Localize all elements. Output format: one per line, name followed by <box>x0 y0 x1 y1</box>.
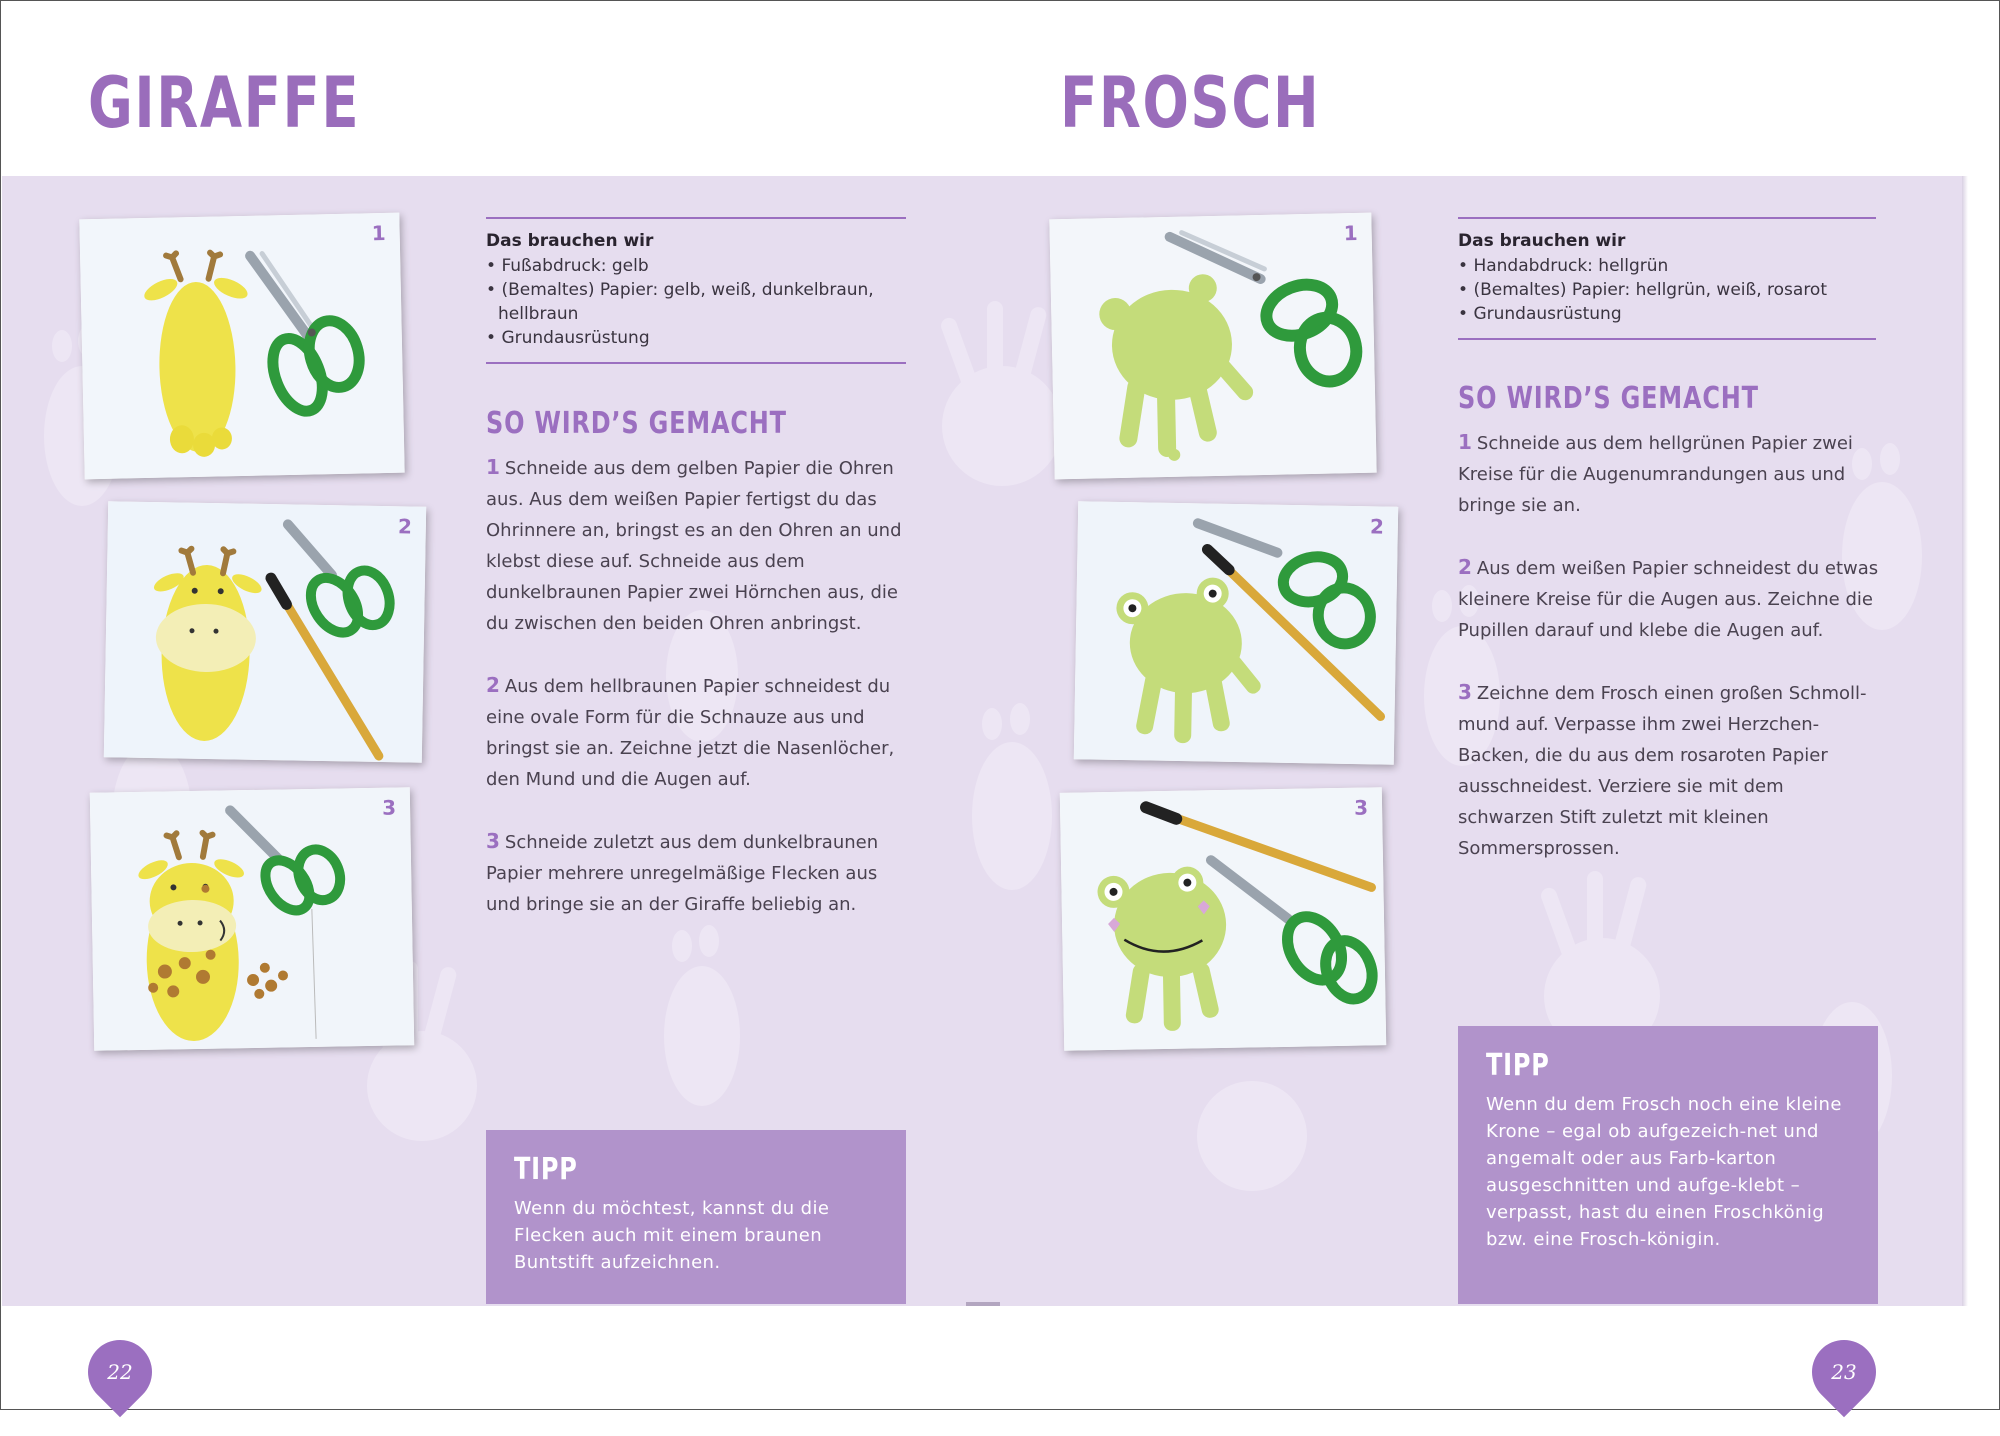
page-number-badge-left <box>75 1327 166 1418</box>
instruction-step-3 <box>1458 677 1882 864</box>
giraffe-step-2-photo <box>104 501 426 763</box>
tip-text: Wenn du möchtest, kannst du die Flecken auch mit einem braunen Buntstift aufzeichnen. <box>514 1198 830 1273</box>
materials-item: • Fußabdruck: gelb <box>486 254 906 278</box>
instruction-step-1 <box>1458 427 1882 521</box>
frog-step-3-photo <box>1060 787 1386 1051</box>
step-text: Schneide aus dem hellgrünen Papier zwei Kreise für die Augenumrandungen aus und bringe sie an. <box>1458 433 1853 516</box>
page-edge-shadow <box>1962 176 1968 1306</box>
materials-list <box>486 254 906 350</box>
step-text: Zeichne dem Frosch einen großen Schmoll-mund auf. Verpasse ihm zwei Herzchen-Backen, die du aus dem rosaroten Papier ausschneidest. Verziere sie mit dem schwarzen Stift zuletzt mit kleinen Sommersprossen. <box>1458 683 1867 859</box>
giraffe-step-3-photo <box>90 787 414 1051</box>
page-title-frosch: FROSCH <box>1060 62 1321 144</box>
step-number: 1 <box>1458 430 1472 454</box>
materials-box-giraffe <box>486 217 906 364</box>
page-title-giraffe: GIRAFFE <box>88 62 361 144</box>
page-number: 23 <box>1831 1360 1857 1384</box>
frog-step-1-photo <box>1049 213 1376 480</box>
photo-step-number: 3 <box>1353 795 1369 820</box>
step-number: 2 <box>486 673 500 697</box>
materials-heading: Das brauchen wir <box>1458 231 1626 251</box>
materials-item: • (Bemaltes) Papier: hellgrün, weiß, rosarot <box>1458 278 1876 302</box>
tip-title: TIPP <box>514 1152 578 1187</box>
tip-text: Wenn du dem Frosch noch eine kleine Krone – egal ob aufgezeich-net und angemalt oder aus Farb-karton ausgeschnitten und aufge-klebt – verpasst, hast du einen Froschkönig bzw. eine Frosch-königin. <box>1486 1094 1842 1250</box>
book-spine-marker <box>966 1302 1000 1306</box>
tip-box-giraffe <box>486 1130 906 1304</box>
materials-item: • Grundausrüstung <box>1458 302 1876 326</box>
step-text: Schneide zuletzt aus dem dunkelbraunen Papier mehrere unregelmäßige Flecken aus und bringe sie an der Giraffe beliebig an. <box>486 832 879 915</box>
instruction-step-3 <box>486 826 910 920</box>
materials-item: • (Bemaltes) Papier: gelb, weiß, dunkelbraun, hellbraun <box>486 278 906 326</box>
giraffe-step-1-photo <box>79 213 404 480</box>
step-number: 2 <box>1458 555 1472 579</box>
page-number-badge-right <box>1799 1327 1890 1418</box>
materials-box-frosch <box>1458 217 1876 340</box>
instruction-step-2 <box>486 670 910 795</box>
instructions-heading-frosch: SO WIRD’S GEMACHT <box>1458 381 1759 416</box>
photo-step-number: 1 <box>371 220 386 246</box>
step-number: 1 <box>486 455 500 479</box>
materials-item: • Handabdruck: hellgrün <box>1458 254 1876 278</box>
instructions-frosch <box>1458 427 1882 895</box>
instruction-step-1 <box>486 452 910 639</box>
instruction-step-2 <box>1458 552 1882 646</box>
step-number: 3 <box>1458 680 1472 704</box>
photo-step-number: 2 <box>397 514 413 539</box>
photo-step-number: 3 <box>381 795 397 820</box>
materials-heading: Das brauchen wir <box>486 231 654 251</box>
step-text: Schneide aus dem gelben Papier die Ohren aus. Aus dem weißen Papier fertigst du das Ohrinnere an, bringst es an den Ohren an und klebst diese auf. Schneide aus dem dunkelbraunen Papier zwei Hörnchen aus, die du zwischen den beiden Ohren anbringst. <box>486 458 902 634</box>
page-number: 22 <box>107 1360 133 1384</box>
tip-title: TIPP <box>1486 1048 1550 1083</box>
tip-box-frosch <box>1458 1026 1878 1304</box>
instructions-giraffe <box>486 452 910 951</box>
photo-step-number: 1 <box>1343 220 1358 246</box>
step-text: Aus dem weißen Papier schneidest du etwas kleinere Kreise für die Augen aus. Zeichne die Pupillen darauf und klebe die Augen auf. <box>1458 558 1879 641</box>
photo-step-number: 2 <box>1369 514 1385 539</box>
instructions-heading-giraffe: SO WIRD’S GEMACHT <box>486 406 787 441</box>
materials-item: • Grundausrüstung <box>486 326 906 350</box>
step-text: Aus dem hellbraunen Papier schneidest du eine ovale Form für die Schnauze aus und bringst sie an. Zeichne jetzt die Nasenlöcher, den Mund und die Augen auf. <box>486 676 895 790</box>
step-number: 3 <box>486 829 500 853</box>
frog-step-2-photo <box>1074 501 1398 765</box>
materials-list <box>1458 254 1876 326</box>
